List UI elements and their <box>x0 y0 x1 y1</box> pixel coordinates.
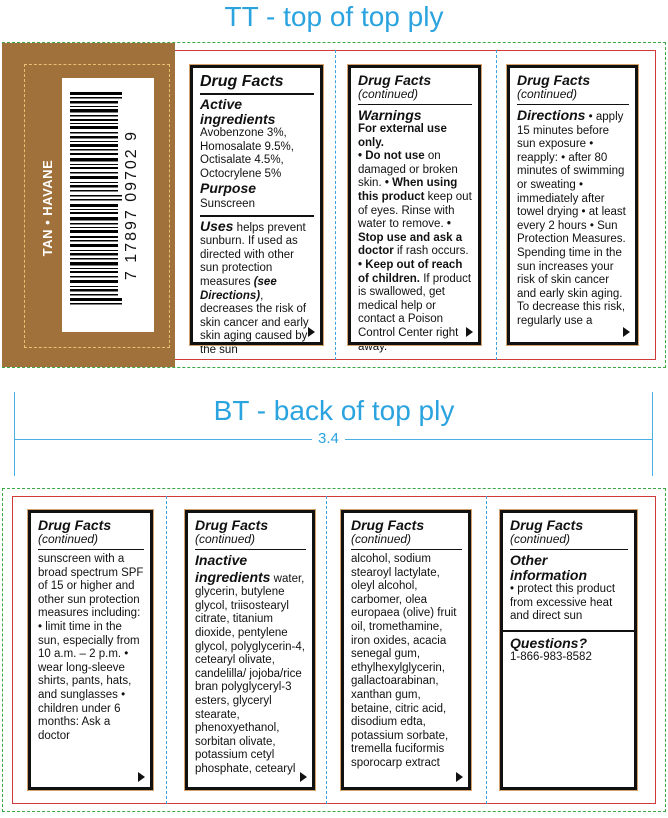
keep-out-text: If product is swallowed, get medical help or contact a Poison Control Center right away. <box>358 272 472 353</box>
external-use: For external use only. <box>358 123 447 149</box>
divider <box>200 215 314 217</box>
active-ingredient: Octisalate 4.5%, <box>200 154 284 167</box>
dimension-tick-right <box>652 392 653 476</box>
panel-subtitle: (continued) <box>351 532 412 546</box>
directions-heading: Directions <box>517 107 586 123</box>
fold-line <box>335 50 336 360</box>
panel-title: Drug Facts <box>517 72 591 88</box>
divider <box>503 630 634 632</box>
inactive-ingredients-heading: Inactive ingredients <box>195 552 271 585</box>
drug-facts-panel-6 <box>340 509 472 791</box>
stop-use-text: if rash occurs. <box>396 245 469 258</box>
divider <box>351 549 462 550</box>
keep-out: • Keep out of reach of children. <box>358 258 463 285</box>
purpose-text: Sunscreen <box>200 197 255 210</box>
panel-title: Drug Facts <box>195 517 269 533</box>
panel-title: Drug Facts <box>358 72 432 88</box>
fold-line <box>486 496 487 804</box>
drug-facts-panel-4 <box>27 509 154 791</box>
uses-text <box>200 219 314 358</box>
section-title-tt: TT - top of top ply <box>224 1 444 32</box>
continue-arrow-icon <box>308 327 315 337</box>
directions-body: • apply 15 minutes before sun exposure • reapply: • after 80 minutes of swimming or sweating • immediately after towel drying • at least every 2 hours • Sun Protection Measures. Spending time in the sun increases your risk of skin cancer and early skin aging. To decrease this risk, regularly use a <box>517 111 626 327</box>
when-using-text: keep out of eyes. Rinse with water to remove. <box>358 190 472 231</box>
divider <box>195 549 306 550</box>
barcode-number: 7 17897 09702 9 <box>123 129 140 281</box>
purpose-line <box>200 181 314 211</box>
uses-heading: Uses <box>200 217 234 234</box>
continue-arrow-icon <box>456 772 463 782</box>
drug-facts-panel-2 <box>347 64 482 353</box>
continue-arrow-icon <box>466 327 473 337</box>
continue-arrow-icon <box>300 772 307 782</box>
directions-text <box>517 108 629 329</box>
section-title-bt: BT - back of top ply <box>213 395 455 426</box>
inactive-ingredients-text <box>195 553 306 777</box>
fold-line <box>496 50 497 360</box>
divider <box>38 549 144 550</box>
dimension-label: 3.4 <box>312 430 345 448</box>
drug-facts-panel-7 <box>499 509 638 791</box>
divider <box>200 93 314 95</box>
warnings-text <box>358 150 472 354</box>
uses-body-2: , decreases the risk of skin cancer and early skin aging caused by the sun <box>200 289 309 356</box>
panel-subtitle: (continued) <box>195 532 256 546</box>
panel-subtitle: (continued) <box>510 532 571 546</box>
do-not-use-text: on damaged or broken skin. <box>358 150 458 190</box>
other-information-text: • protect this product from excessive heat and direct sun <box>510 583 616 623</box>
drug-facts-panel-3 <box>506 64 639 346</box>
active-ingredients-heading: Active ingredients <box>200 96 276 127</box>
active-ingredient: Avobenzone 3%, <box>200 127 287 139</box>
divider <box>358 104 472 105</box>
inactive-ingredients-continued: alcohol, sodium stearoyl lactylate, oleyl alcohol, carbomer, olea europaea (olive) fruit oil, tromethamine, iron oxides, acacia senegal gum, ethylhexylglycerin, gallactoarabinan, xanthan gum, betaine, citric acid, disodium edta, potassium sorbate, tremella fuciformis sporocarp extract <box>351 553 457 769</box>
stop-use: • Stop use and ask a doctor <box>358 218 463 258</box>
panel-title: Drug Facts <box>351 517 425 533</box>
panel-subtitle: (continued) <box>358 87 419 101</box>
panel-subtitle: (continued) <box>517 87 578 101</box>
warnings-heading: Warnings <box>358 107 422 123</box>
swatch-color-label: TAN • HAVANE <box>40 159 55 257</box>
divider <box>510 549 628 550</box>
drug-facts-panel-1 <box>189 64 324 356</box>
inactive-ingredients-body: water, glycerin, butylene glycol, triisostearyl citrate, titanium dioxide, pentylene glycol, polyglycerin-4, cetearyl olivate, candelilla/ jojoba/rice bran polyglyceryl-3 esters, glyceryl stearate, phenoxyethanol, sorbitan olivate, potassium cetyl phosphate, cetearyl <box>195 572 305 775</box>
panel-subtitle: (continued) <box>38 532 99 546</box>
continue-arrow-icon <box>623 327 630 337</box>
panel-title: Drug Facts <box>510 517 584 533</box>
see-directions: (see Directions) <box>200 275 277 302</box>
phone-number: 1-866-983-8582 <box>510 650 592 663</box>
questions-heading: Questions? <box>510 634 588 651</box>
drug-facts-panel-5 <box>184 509 316 791</box>
fold-line <box>166 496 167 804</box>
directions-continued-text: sunscreen with a broad spectrum SPF of 15 or higher and other sun protection measures including: • limit time in the sun, especially from 10 a.m. – 2 p.m. • wear long-sleeve shirts, pants, hats, and sunglasses • children under 6 months: Ask a doctor <box>38 553 144 742</box>
barcode <box>62 78 154 332</box>
do-not-use: • Do not use <box>358 150 425 163</box>
when-using: • When using this product <box>358 177 458 203</box>
purpose-heading: Purpose <box>200 180 257 197</box>
continue-arrow-icon <box>138 772 145 782</box>
uses-body: helps prevent sunburn. If used as directed with other sun protection measures <box>200 221 306 288</box>
fold-line <box>326 496 327 804</box>
other-information-heading: Other information <box>510 552 587 583</box>
divider <box>517 104 629 105</box>
active-ingredient: Homosalate 9.5%, <box>200 140 294 153</box>
panel-title: Drug Facts <box>38 517 112 533</box>
dimension-tick-left <box>14 392 15 476</box>
active-ingredient: Octocrylene 5% <box>200 167 282 180</box>
panel-title: Drug Facts <box>200 73 284 90</box>
